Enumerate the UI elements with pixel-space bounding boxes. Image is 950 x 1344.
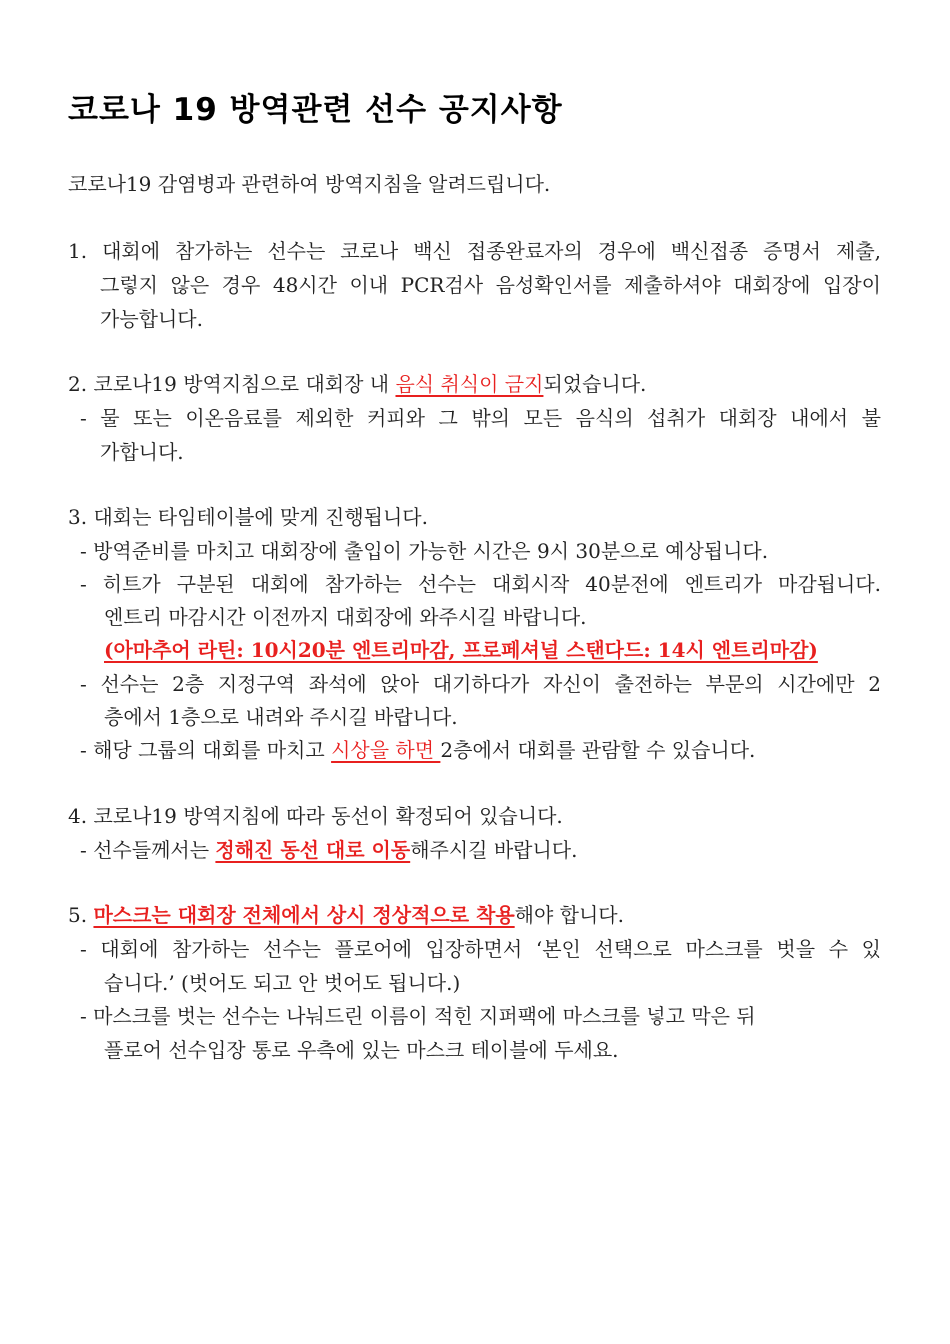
section-5-line-2: - 대회에 참가하는 선수는 플로어에 입장하면서 ‘본인 선택으로 마스크를 벗을 수 있 — [80, 937, 881, 961]
section-3-line-6: - 선수는 2층 지정구역 좌석에 앉아 대기하다가 자신이 출전하는 부문의 시간에만 2 — [80, 672, 881, 696]
section-2-line-2: - 물 또는 이온음료를 제외한 커피와 그 밖의 모든 음식의 섭취가 대회장 내에서 불 — [80, 406, 881, 430]
section-2-line-1 — [68, 368, 881, 400]
section-3-line-4: 엔트리 마감시간 이전까지 대회장에 와주시길 바랍니다. — [104, 605, 587, 629]
section-3-line-8 — [80, 734, 893, 766]
food-ban-emphasis: 음식 취식이 금지 — [395, 372, 544, 396]
page-title: 코로나 19 방역관련 선수 공지사항 — [68, 92, 563, 128]
section-3-line-8-text-end: 2층에서 대회를 관람할 수 있습니다. — [440, 738, 756, 762]
entry-deadline-emphasis: (아마추어 라틴: 10시20분 엔트리마감, 프로페셔널 스탠다드: 14시 엔트리마감) — [104, 638, 818, 662]
section-4-line-2 — [80, 834, 893, 866]
section-3-line-2: - 방역준비를 마치고 대회장에 출입이 가능한 시간은 9시 30분으로 예상됩니다. — [80, 539, 769, 563]
section-3-line-1: 3. 대회는 타임테이블에 맞게 진행됩니다. — [68, 505, 428, 529]
section-5-line-5: 플로어 선수입장 통로 우측에 있는 마스크 테이블에 두세요. — [104, 1038, 619, 1062]
section-3-line-7: 층에서 1층으로 내려와 주시길 바랍니다. — [104, 705, 458, 729]
award-emphasis: 시상을 하면 — [331, 738, 441, 762]
section-1-line-3: 가능합니다. — [100, 307, 203, 331]
section-5-line-1 — [68, 899, 881, 931]
intro-text: 코로나19 감염병과 관련하여 방역지침을 알려드립니다. — [68, 172, 551, 196]
section-3-line-8-text: - 해당 그룹의 대회를 마치고 — [80, 738, 332, 762]
section-1-line-2: 그렇지 않은 경우 48시간 이내 PCR검사 음성확인서를 제출하셔야 대회장에 입장이 — [100, 273, 881, 297]
section-4-line-1: 4. 코로나19 방역지침에 따라 동선이 확정되어 있습니다. — [68, 804, 563, 828]
section-2-line-3: 가합니다. — [100, 440, 184, 464]
section-2-text: 2. 코로나19 방역지침으로 대회장 내 — [68, 372, 396, 396]
section-4-line-2-text: - 선수들께서는 — [80, 838, 216, 862]
section-5-number: 5. — [68, 903, 94, 927]
section-1-line-1: 1. 대회에 참가하는 선수는 코로나 백신 접종완료자의 경우에 백신접종 증명서 제출, — [68, 239, 881, 263]
section-4-line-2-text-end: 해주시길 바랍니다. — [410, 838, 578, 862]
section-5-line-1-text-end: 해야 합니다. — [514, 903, 624, 927]
section-3-line-5 — [104, 634, 917, 666]
section-5-line-4: - 마스크를 벗는 선수는 나눠드린 이름이 적힌 지퍼팩에 마스크를 넣고 막은 뒤 — [80, 1004, 756, 1028]
route-emphasis: 정해진 동선 대로 이동 — [215, 838, 411, 862]
mask-emphasis: 마스크는 대회장 전체에서 상시 정상적으로 착용 — [93, 903, 515, 927]
section-3-line-3: - 히트가 구분된 대회에 참가하는 선수는 대회시작 40분전에 엔트리가 마감됩니다. — [80, 572, 881, 596]
section-2-text-end: 되었습니다. — [543, 372, 647, 396]
section-5-line-3: 습니다.’ (벗어도 되고 안 벗어도 됩니다.) — [104, 971, 461, 995]
